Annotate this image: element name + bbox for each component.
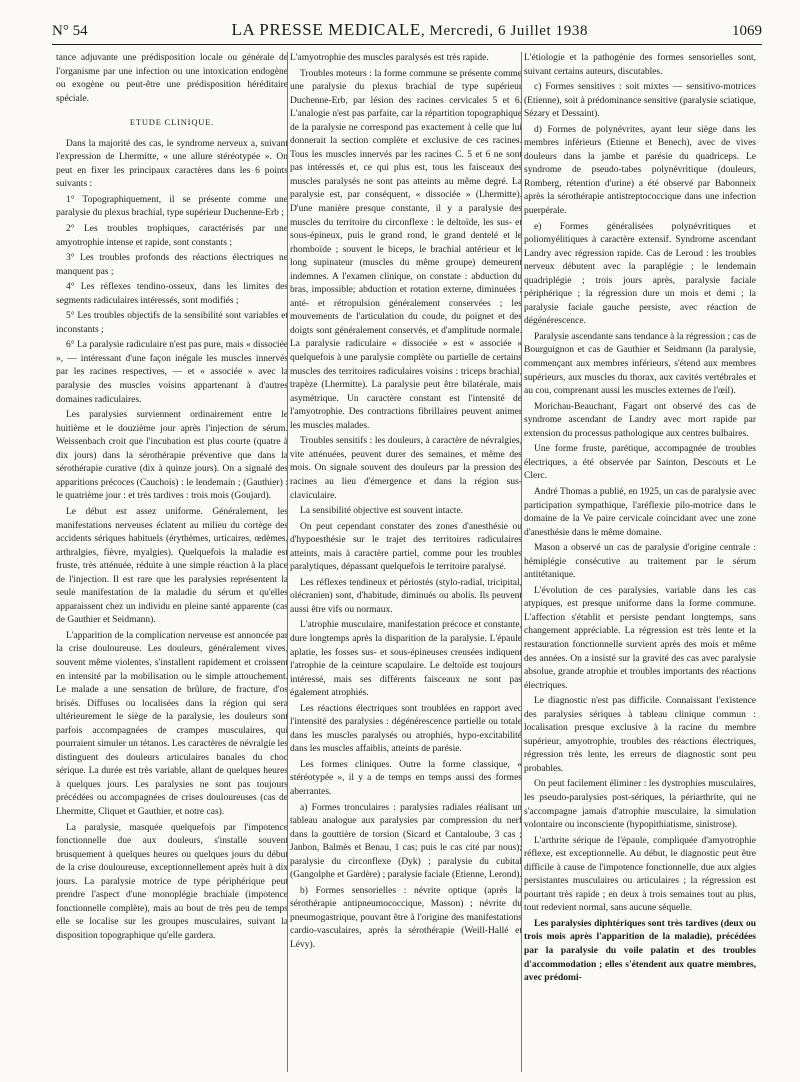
masthead-title: LA PRESSE MEDICALE, Mercredi, 6 Juillet 1938 — [231, 20, 589, 39]
paragraph: Les formes cliniques. Outre la forme classique, « stéréotypée », il y a de temps en temps aussi des formes aberrantes. — [290, 759, 522, 797]
paragraph: La sensibilité objective est souvent intacte. — [300, 506, 464, 517]
paragraph: On peut cependant constater des zones d'anesthésie ou d'hypoesthésie sur le trajet des territoires radiculaires atteints, mais à caractère partiel, comme pour les troubles paralytiques, dépassant quelquefois le territoire paralysé. — [290, 521, 522, 573]
paragraph: On peut facilement éliminer : les dystrophies musculaires, les pseudo-paralysies post-sériques, la périarthrite, qui ne s'accompagne jamais d'atrophie musculaire, la simulation volontaire ou inconsciente (hypopithiatisme, sinistrose). — [524, 779, 756, 831]
paragraph: Le diagnostic n'est pas difficile. Connaissant l'existence des paralysies sériques à tableau clinique commun : localisation presque exclusive à la racine du membre supérieur, amyotrophie, troubles des réactions électriques, régression très lente, les erreurs de diagnostic sont peu probables. — [524, 696, 756, 774]
paragraph: André Thomas a publié, en 1925, un cas de paralysie avec participation sympathique, l'aréflexie pilo-motrice dans le domaine de la Ve paire cervicale coïncidant avec une zone d'anesthésie dans le même domaine. — [524, 486, 756, 538]
paragraph: L'amyotrophie des muscles paralysés est très rapide. — [290, 53, 489, 63]
paragraph: Les réactions électriques sont troublées en rapport avec l'intensité des paralysies : dégénérescence partielle ou totale dans les muscles paralysés ou atrophiés, hypo-excitabilité dans les muscles affaiblis, atteints de parésie. — [290, 703, 522, 755]
column-2 — [290, 52, 522, 1072]
issue-number: N° 54 — [52, 23, 88, 39]
header-rule — [52, 44, 762, 45]
column-divider — [287, 52, 288, 1072]
paragraph: Le début est assez uniforme. Généralement, les manifestations nerveuses éclatent au milieu du cortège des accidents sériques habituels (érythèmes, urticaires, œdèmes, arthralgies, fièvre, myalgies). Quelquefois la maladie est fruste, très atténuée, réduite à une simple réaction à la place de l'injection. Il est rare que les paralysies représentent la seule manifestation de la maladie du sérum et qu'elles apparaissent chez un individu en pleine santé apparente (cas de Gauthier et Seidmann). — [56, 506, 288, 626]
paragraph: L'évolution de ces paralysies, variable dans les cas atypiques, est presque uniforme dans la forme commune. L'affection s'établit et persiste pendant longtemps, sans changement appréciable. La régression est très lente et la restauration fonctionnelle survient après des mois et même des années. On a insisté sur la gravité des cas avec paralysie absolue, grande atrophie et troubles importants des réactions électriques. — [524, 585, 756, 691]
issue-date: Mercredi, 6 Juillet 1938 — [429, 23, 589, 39]
paragraph: L'atrophie musculaire, manifestation précoce et constante, dure longtemps après la disparition de la paralysie. L'épaule aplatie, les fosses sus- et sous-épineuses creusées indiquent l'atrophie de la ceinture scapulaire. Le deltoïde est toujours intéressé, mais ses différents faisceaux ne sont pas également atrophiés. — [290, 620, 522, 699]
paragraph: b) Formes sensorielles : névrite optique (après la sérothérapie antipneumococcique, Masson) ; névrite du pneumogastrique, pouvant être à l'origine des manifestations cardio-vasculaires, après la sérothérapie (Weill-Hallé et Lévy). — [290, 885, 522, 950]
newspaper-name: LA PRESSE MEDICALE — [231, 20, 421, 39]
paragraph: tance adjuvante une prédisposition locale ou générale de l'organisme par une infection ou une intoxication endogène ou exogène ou peut-être une prédisposition héréditaire spéciale. — [56, 53, 288, 104]
paragraph: 5° Les troubles objectifs de la sensibilité sont variables et inconstants ; — [56, 311, 288, 335]
paragraph: a) Formes tronculaires : paralysies radiales réalisant un tableau analogue aux paralysies par compression du nerf dans la gouttière de torsion (Sicard et Cantaloube, 3 cas ; Janbon, Balmès et Benau, 1 cas; puis le cas cité par nous); paralysie du circonflexe (Dyk) ; paralysie du cubital (Gangolphe et Gardère) ; paralysie faciale (Etienne, Lerond). — [290, 802, 522, 881]
section-heading: ETUDE CLINIQUE. — [129, 117, 215, 128]
paragraph: Troubles sensitifs : les douleurs, à caractère de névralgies, vite atténuées, peuvent durer des semaines, et même des mois. On signale souvent des douleurs par la pression des racines au lieu d'émergence et dans la région sus-claviculaire. — [290, 436, 522, 501]
paragraph: d) Formes de polynévrites, ayant leur siège dans les membres inférieurs (Etienne et Benech), avec de vives douleurs dans la jambe et parésie du quadriceps. Le syndrome de pseudo-tabes polynévritique (douleurs, Romberg, rétention d'urine) a été observé par Babonneix après la sérothérapie antistreptococcique dans une infection puerpérale. — [524, 124, 756, 217]
paragraph: Les paralysies surviennent ordinairement entre le huitième et le douzième jour après l'injection de sérum. Weissenbach croit que l'incubation est plus courte (quatre à dix jours) dans la sérothérapie préventive que dans la sérothérapie curative (dix à quinze jours). On a signalé des apparitions précoces (Cauchois) : le lendemain ; (Gauthier) : le quatrième jour : et très tardives : trois mois (Goujard). — [56, 410, 288, 502]
paragraph: Les réflexes tendineux et périostés (stylo-radial, tricipital, olécranien) sont, d'habitude, diminués ou abolis. Ils peuvent aussi être vifs ou normaux. — [290, 577, 522, 615]
paragraph: 4° Les réflexes tendino-osseux, dans les limites des segments radiculaires intéressés, sont modifiés ; — [56, 282, 288, 306]
paragraph: Paralysie ascendante sans tendance à la régression ; cas de Bourguignon et cas de Gauthier et Seidmann (la paralysie, commençant aux membres inférieurs, s'étend aux membres supérieurs, aux muscles du thorax, aux cavités vertébrales et au cou, comprenant aussi les muscles externes de l'œil). — [524, 331, 756, 397]
paragraph: 3° Les troubles profonds des réactions électriques ne manquent pas ; — [56, 253, 288, 277]
paragraph: L'arthrite sérique de l'épaule, compliquée d'amyotrophie réflexe, est exceptionnelle. Au début, le diagnostic peut être difficile à cause de l'impotence fonctionnelle, due aux algies persistantes musculaires ou articulaires ; la régression est pourtant très rapide ; en deux à trois semaines tout au plus, tout redevient normal, sans aucune séquelle. — [524, 835, 756, 914]
paragraph: e) Formes généralisées polynévritiques et poliomyélitiques à caractère extensif. Syndrome ascendant Landry avec régression rapide. Cas de Leroud : les troubles nerveux débutent avec la paraplégie ; le lendemain quadriplégie ; trois jours après, paralysie faciale périphérique ; la régression dure un mois et demi ; la paralysie faciale gauche persiste, avec réaction de dégénérescence. — [524, 221, 756, 327]
paragraph: 1° Topographiquement, il se présente comme une paralysie du plexus brachial, type supérieur Duchenne-Erb ; — [56, 194, 288, 219]
paragraph: 6° La paralysie radiculaire n'est pas pure, mais « dissociée », — intéressant d'une façon inégale les muscles innervés par les racines respectives, — et « associée » avec la paralysie des muscles voisins appartenant à d'autres domaines radiculaires. — [56, 340, 288, 405]
paragraph: L'apparition de la complication nerveuse est annoncée par la crise douloureuse. Les douleurs, généralement vives, souvent même violentes, s'installent rapidement et croissent en intensité par la mobilisation ou le simple attouchement. Le malade a une sensation de brûlure, de fracture, d'os brisés. Diffuses ou localisées dans la région qui sera ultérieurement le siège de la paralysie, les douleurs sont parfois accompagnées de crampes musculaires, qui pourraient simuler un tétanos. Les caractères de névralgie les distinguent des douleurs articulaires banales du choc sérique. La durée est très variable, allant de quelques heures à quelques jours. Les paralysies ne sont pas toujours précédées ou accompagnées de crises douloureuses (cas de Lhermitte, Cliquet et Gauthier, et notre cas). — [56, 630, 288, 817]
column-3 — [524, 52, 756, 1072]
paragraph: Dans la majorité des cas, le syndrome nerveux a, suivant l'expression de Lhermitte, « une allure stéréotypée ». On peut en fixer les principaux caractères dans les 6 points suivants : — [56, 138, 288, 190]
paragraph: Mason a observé un cas de paralysie d'origine centrale : hémiplégie consécutive au traitement par le sérum antitétanique. — [524, 543, 756, 581]
paragraph: L'étiologie et la pathogénie des formes sensorielles sont, suivant certains auteurs, discutables. — [524, 53, 756, 77]
paragraph: 2° Les troubles trophiques, caractérisés par une amyotrophie intense et rapide, sont constants ; — [56, 224, 288, 248]
masthead — [52, 20, 762, 42]
column-divider — [521, 52, 522, 1072]
paragraph: Morichau-Beauchant, Fagart ont observé des cas de syndrome ascendant de Landry avec mort rapide par extension du processus pathologique aux centres bulbaires. — [524, 401, 756, 439]
paragraph: La paralysie, masquée quelquefois par l'impotence fonctionnelle due aux douleurs, s'installe souvent brusquement à quelques heures ou quelques jours du début de la crise douloureuse, exceptionnellement après huit à dix jours. La paralysie motrice de type périphérique peut prendre l'aspect d'une monoplégie brachiale (impotence fonctionnelle complète), mais au bout de très peu de temps elle se localise sur les groupes musculaires, suivant la disposition topographique qu'elle gardera. — [56, 822, 288, 941]
paragraph: Les paralysies diphtériques sont très tardives (deux ou trois mois après l'apparition de la maladie), précédées par la paralysie du voile palatin et des troubles d'accommodation ; elles s'étendent aux quatre membres, avec prédomi- — [524, 918, 756, 984]
paragraph: c) Formes sensitives : soit mixtes — sensitivo-motrices (Etienne), soit à prédominance sensitive (paralysie sciatique, Sézary et Dessaint). — [524, 82, 756, 120]
column-1 — [56, 52, 288, 1072]
page-folio: 1069 — [731, 23, 762, 39]
paragraph: Troubles moteurs : la forme commune se présente comme une paralysie du plexus brachial de type supérieur Duchenne-Erb, par lésion des racines cervicales 5 et 6. L'analogie n'est pas parfaite, car la répartition topographique de la paralysie ne correspond pas exactement à celle que lui donnerait la section complète et exclusive de ces racines. Tous les muscles innervés par les racines C. 5 et 6 ne sont pas intéressés et, ce qui plus est, tous les faisceaux des muscles paralysés ne sont pas atteints au même degré. La paralysie est, par conséquent, « dissociée » (Lhermitte). D'une manière presque constante, il y a paralysie des muscles du territoire du circonflexe : le deltoïde, les sus- et sous-épineux, puis le grand rond, le grand dentelé et le rhomboïde ; souvent le biceps, le brachial antérieur et le long supinateur (muscles du même groupe) demeurent indemnes. A l'examen clinique, on constate : abduction du bras, impossible; abduction et rotation externe, diminuées ; anté- et rétropulsion généralement conservées ; les mouvements de l'articulation du coude, du poignet et des doigts sont généralement conservés, et d'amplitude normale. La paralysie radiculaire « dissociée » est « associée » quelquefois à une paralysie complète ou partielle de certains muscles des territoires radiculaires voisins : triceps brachial, trapèze (Lhermitte). La paralysie peut être bilatérale, mais asymétrique. Un caractère constant est l'intensité de l'amyotrophie. Des contractions fibrillaires peuvent animer les muscles malades. — [290, 68, 522, 431]
paragraph: Une forme fruste, parétique, accompagnée de troubles électriques, a été observée par Sainton, Descouts et Le Clerc. — [524, 444, 756, 482]
